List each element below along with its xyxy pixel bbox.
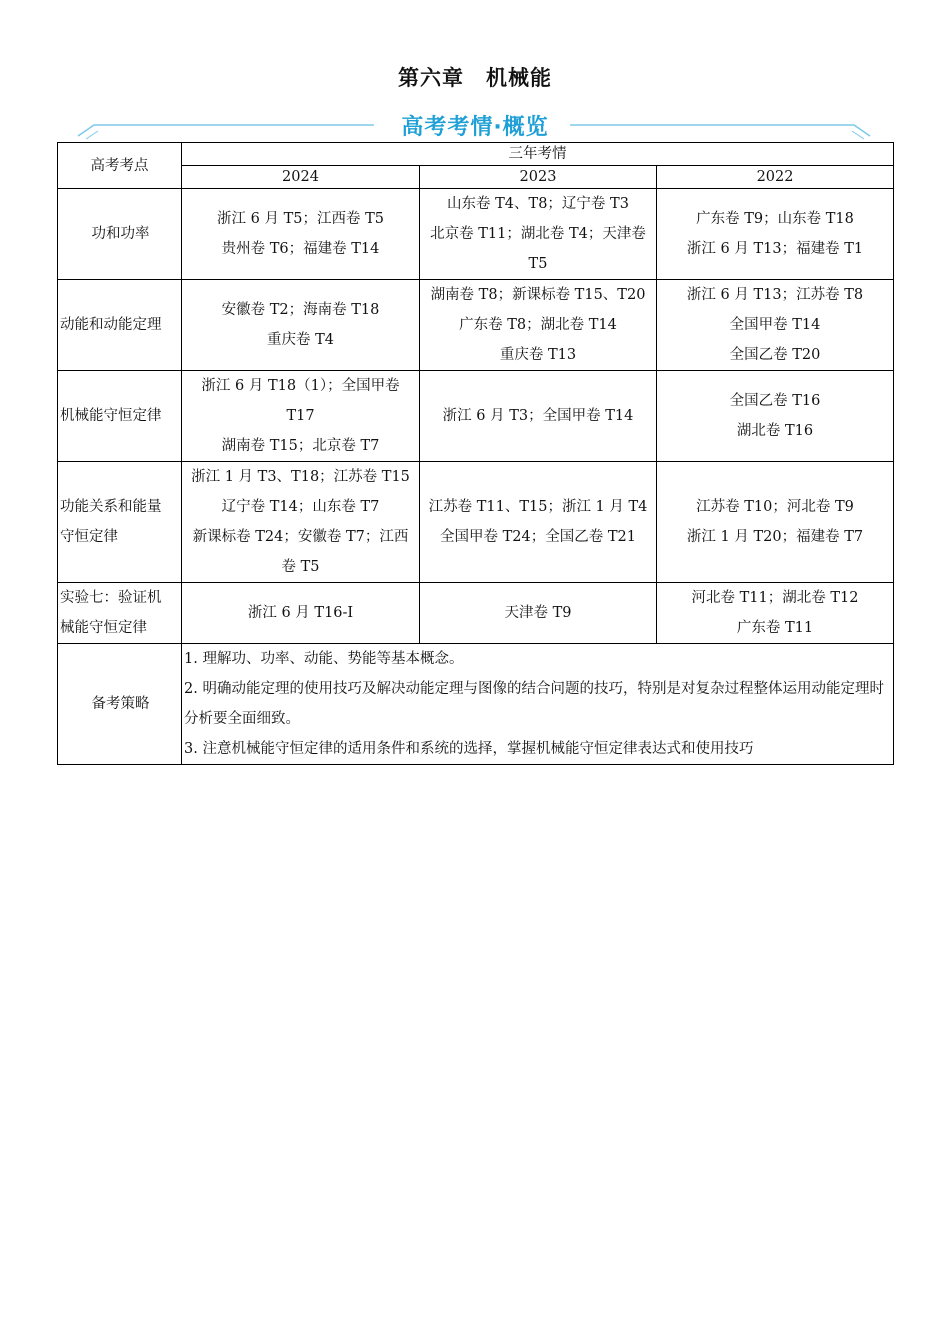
- table-row: [58, 280, 894, 371]
- table-year-row: [58, 166, 894, 189]
- topic-text: 功能关系和能量: [60, 499, 162, 515]
- table-header-row: [58, 143, 894, 166]
- exam-overview-table: [57, 142, 894, 765]
- cell-line: 卷 T5: [281, 559, 320, 575]
- section-banner: [58, 106, 892, 144]
- cell-line: 全国甲卷 T24；全国乙卷 T21: [440, 529, 636, 545]
- cell-2024: [182, 189, 420, 280]
- cell-line: 湖北卷 T16: [736, 423, 814, 439]
- cell-2023: [420, 462, 657, 583]
- table-row: [58, 189, 894, 280]
- cell-line: 北京卷 T11；湖北卷 T4；天津卷: [430, 226, 646, 242]
- cell-line: 广东卷 T8；湖北卷 T14: [459, 317, 617, 333]
- cell-line: 河北卷 T11；湖北卷 T12: [691, 590, 859, 606]
- header-year-2024: 2024: [182, 166, 420, 189]
- cell-2022: [657, 462, 894, 583]
- table-row: [58, 371, 894, 462]
- strategy-label: 备考策略: [58, 644, 182, 765]
- cell-2024: [182, 583, 420, 644]
- cell-line: 广东卷 T11: [736, 620, 814, 636]
- cell-line: 重庆卷 T4: [266, 332, 334, 348]
- topic-cell: [58, 371, 182, 462]
- topic-text: 实验七：验证机: [60, 590, 162, 606]
- strategy-item: 1. 理解功、功率、动能、势能等基本概念。: [184, 651, 464, 667]
- topic-cell: [58, 462, 182, 583]
- topic-text: 守恒定律: [60, 529, 118, 545]
- cell-2022: [657, 583, 894, 644]
- cell-line: 浙江 6 月 T13；福建卷 T1: [686, 241, 864, 257]
- cell-2023: [420, 189, 657, 280]
- cell-2022: [657, 189, 894, 280]
- topic-text: 动能和动能定理: [60, 317, 162, 333]
- cell-2023: [420, 371, 657, 462]
- cell-2024: [182, 462, 420, 583]
- cell-2023: [420, 280, 657, 371]
- header-year-2023: 2023: [420, 166, 657, 189]
- table-row: [58, 462, 894, 583]
- strategy-row: [58, 644, 894, 765]
- cell-line: 湖南卷 T8；新课标卷 T15、T20: [430, 287, 646, 303]
- cell-line: 江苏卷 T10；河北卷 T9: [696, 499, 854, 515]
- cell-line: 新课标卷 T24；安徽卷 T7；江西: [192, 529, 409, 545]
- cell-line: 天津卷 T9: [504, 605, 572, 621]
- topic-cell: [58, 189, 182, 280]
- cell-2024: [182, 371, 420, 462]
- banner-title: 高考考情·概览: [401, 115, 549, 140]
- cell-line: 广东卷 T9；山东卷 T18: [696, 211, 854, 227]
- chapter-title: 第六章 机械能: [398, 66, 552, 90]
- cell-line: 湖南卷 T15；北京卷 T7: [221, 438, 380, 454]
- topic-text: 功和功率: [91, 226, 150, 242]
- cell-line: 浙江 6 月 T18（1）；全国甲卷: [201, 378, 400, 394]
- topic-cell: [58, 280, 182, 371]
- header-three-year: 三年考情: [182, 143, 894, 166]
- cell-line: 浙江 6 月 T13；江苏卷 T8: [686, 287, 864, 303]
- strategy-content: [182, 644, 894, 765]
- cell-line: 全国乙卷 T16: [729, 393, 821, 409]
- cell-line: T5: [528, 256, 548, 272]
- cell-line: 贵州卷 T6；福建卷 T14: [221, 241, 380, 257]
- topic-text: 械能守恒定律: [60, 620, 147, 636]
- cell-line: 全国甲卷 T14: [729, 317, 821, 333]
- cell-line: 浙江 6 月 T3；全国甲卷 T14: [442, 408, 634, 424]
- cell-line: 全国乙卷 T20: [729, 347, 821, 363]
- cell-2022: [657, 371, 894, 462]
- cell-line: T17: [286, 408, 315, 424]
- topic-cell: [58, 583, 182, 644]
- header-topic: 高考考点: [58, 143, 182, 189]
- cell-line: 浙江 1 月 T20；福建卷 T7: [686, 529, 864, 545]
- topic-text: 机械能守恒定律: [60, 408, 162, 424]
- strategy-item: 3. 注意机械能守恒定律的适用条件和系统的选择，掌握机械能守恒定律表达式和使用技巧: [184, 741, 754, 757]
- cell-line: 重庆卷 T13: [499, 347, 577, 363]
- header-year-2022: 2022: [657, 166, 894, 189]
- cell-line: 辽宁卷 T14；山东卷 T7: [221, 499, 380, 515]
- cell-2024: [182, 280, 420, 371]
- cell-line: 浙江 6 月 T5；江西卷 T5: [217, 211, 384, 227]
- cell-line: 浙江 1 月 T3、T18；江苏卷 T15: [191, 469, 410, 485]
- cell-line: 江苏卷 T11、T15；浙江 1 月 T4: [428, 499, 648, 515]
- strategy-item: 2. 明确动能定理的使用技巧及解决动能定理与图像的结合问题的技巧，特别是对复杂过程整体运用动能定理时分析要全面细致。: [184, 681, 884, 727]
- table-row: [58, 583, 894, 644]
- cell-2022: [657, 280, 894, 371]
- cell-line: 山东卷 T4、T8；辽宁卷 T3: [447, 196, 629, 212]
- cell-line: 浙江 6 月 T16-Ⅰ: [247, 605, 354, 621]
- cell-line: 安徽卷 T2；海南卷 T18: [221, 302, 380, 318]
- cell-2023: [420, 583, 657, 644]
